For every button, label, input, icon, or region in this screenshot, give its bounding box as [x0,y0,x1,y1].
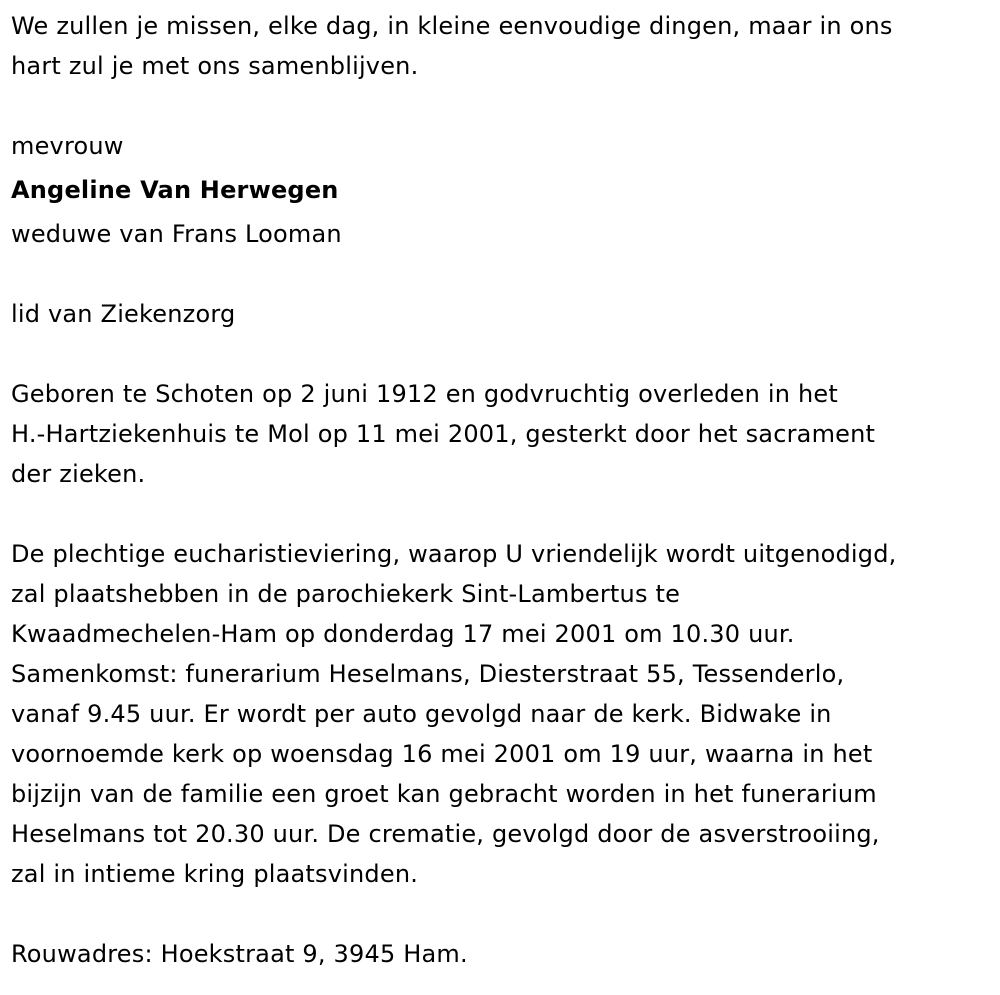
text-line: Samenkomst: funerarium Heselmans, Diesterstraat 55, Tessenderlo, [11,660,845,688]
text-line: hart zul je met ons samenblijven. [11,52,419,80]
text-line: vanaf 9.45 uur. Er wordt per auto gevolgd naar de kerk. Bidwake in [11,700,832,728]
membership-line: lid van Ziekenzorg [11,300,236,328]
text-line: De plechtige eucharistieviering, waarop U vriendelijk wordt uitgenodigd, [11,540,897,568]
spacer [11,86,986,126]
death-notice [11,6,986,974]
spacer [11,334,986,374]
spacer [11,894,986,934]
spouse-line: weduwe van Frans Looman [11,220,342,248]
mourning-address: Rouwadres: Hoekstraat 9, 3945 Ham. [11,940,468,968]
opening-verse [11,6,986,86]
honorific: mevrouw [11,132,124,160]
text-line: Geboren te Schoten op 2 juni 1912 en godvruchtig overleden in het [11,380,838,408]
deceased-name: Angeline Van Herwegen [11,176,339,204]
text-line: voornoemde kerk op woensdag 16 mei 2001 om 19 uur, waarna in het [11,740,873,768]
text-line: bijzijn van de familie een groet kan gebracht worden in het funerarium [11,780,877,808]
ceremony-paragraph [11,534,986,894]
birth-death-paragraph [11,374,986,494]
text-line: Heselmans tot 20.30 uur. De crematie, gevolgd door de asverstrooiing, [11,820,880,848]
text-line: zal plaatshebben in de parochiekerk Sint-Lambertus te [11,580,681,608]
text-line: We zullen je missen, elke dag, in kleine eenvoudige dingen, maar in ons [11,12,893,40]
spacer [11,494,986,534]
text-line: Kwaadmechelen-Ham op donderdag 17 mei 2001 om 10.30 uur. [11,620,795,648]
spacer [11,254,986,294]
text-line: H.-Hartziekenhuis te Mol op 11 mei 2001, gesterkt door het sacrament [11,420,876,448]
text-line: der zieken. [11,460,146,488]
text-line: zal in intieme kring plaatsvinden. [11,860,419,888]
